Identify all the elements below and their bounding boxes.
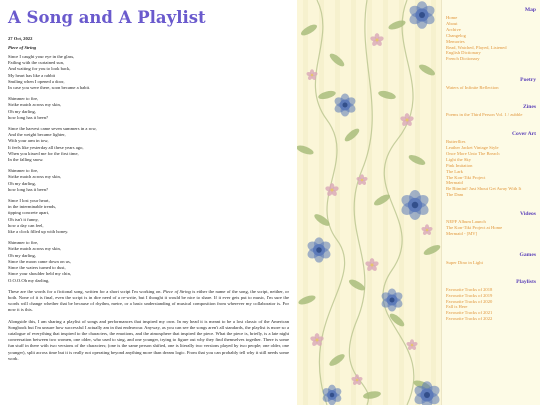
blossom-center (376, 39, 379, 42)
sidebar-section-cover-art (446, 130, 536, 198)
sidebar-link-list (446, 85, 536, 91)
poem-stanza (8, 240, 289, 283)
poem-line: tipping concrete apart, (8, 210, 50, 216)
poem-line: Oh my darling, (8, 108, 36, 114)
floral-pattern (297, 0, 441, 405)
sidebar-link[interactable]: The Kon-Tiki Project (446, 174, 486, 180)
sidebar-link[interactable]: Changelog (446, 32, 466, 38)
poem-line: Strike match across my skin, (8, 174, 61, 180)
poem-line: Since the harvest came seven summers in a row, (8, 126, 97, 132)
blossom-center (356, 379, 359, 382)
sidebar-link[interactable]: English Dictionary (446, 50, 481, 56)
sidebar-link[interactable]: Favourite Tracks of 2019 (446, 292, 493, 298)
poem-line: In case you were there, soon became a habit. (8, 85, 91, 91)
sidebar-link[interactable]: Leather Jacket Vintage Style (446, 144, 499, 150)
sidebar-link[interactable]: The Kon-Tiki Project at Home (446, 225, 503, 231)
wallpaper-stripe (303, 0, 308, 405)
poem-line: Since the waters turned to dust, (8, 265, 66, 271)
wallpaper-stripe (431, 0, 436, 405)
sidebar-section-playlists (446, 278, 536, 322)
paragraph-text: These are the words for a fictional song, written for a short script I'm working on. (8, 288, 164, 294)
sidebar-section-title: Cover Art (512, 131, 536, 138)
sidebar-link[interactable]: NEFF Album Launch (446, 219, 486, 225)
rose-core (343, 103, 348, 108)
sidebar-link[interactable]: About (446, 20, 458, 26)
poem-line: Smiling when I opened a door, (8, 78, 65, 84)
poem-stanza (8, 54, 289, 91)
sidebar-link[interactable]: Favourite Tracks of 2020 (446, 298, 493, 304)
poem-line: Since your shoulder held my chin, (8, 271, 72, 277)
sidebar-link[interactable]: Favourite Tracks of 2022 (446, 316, 493, 322)
sidebar-link-list (446, 287, 536, 322)
blossom-center (361, 179, 364, 182)
sidebar-link[interactable]: Read, Watched, Played, Listened (446, 44, 507, 50)
sidebar-link[interactable]: Memories (446, 38, 465, 44)
poem-line: Shimmer to fire, (8, 96, 39, 102)
sidebar (441, 0, 540, 405)
sidebar-link[interactable]: Waters of Infinite Reflection (446, 85, 499, 91)
sidebar-link[interactable]: Favourite Tracks of 2021 (446, 310, 493, 316)
sidebar-link[interactable]: Archive (446, 26, 461, 32)
blossom-center (411, 344, 414, 347)
sidebar-link-list (446, 15, 536, 62)
blossom-center (316, 339, 319, 342)
sidebar-link[interactable]: Home (446, 15, 458, 20)
song-title-reference: Piece of String (163, 288, 191, 294)
blog-title[interactable]: A Song and A Playlist (8, 8, 206, 27)
poem-line: how long has it been? (8, 114, 49, 120)
sidebar-section-title: Zines (522, 104, 536, 111)
floral-wallpaper (297, 0, 441, 405)
poem-line: Failing with the curtained sun, (8, 60, 65, 66)
sidebar-section-games (446, 251, 536, 266)
rose-core (419, 12, 425, 18)
blossom-center (371, 264, 374, 267)
sidebar-link[interactable]: French Dictionary (446, 56, 480, 62)
poem-line: O.O.O.Oh my darling, (8, 277, 50, 283)
rose-core (330, 393, 335, 398)
poem-line: Strike match across my skin, (8, 246, 61, 252)
post-paragraph (8, 289, 289, 314)
sidebar-link[interactable]: The Dam (446, 192, 464, 198)
sidebar-section-zines (446, 103, 536, 118)
sidebar-link[interactable]: Fall is Here (446, 304, 468, 310)
poem-line: And waiting for you to look back, (8, 66, 71, 72)
sidebar-section-title: Videos (520, 211, 536, 218)
poem-line: Oh my darling, (8, 180, 36, 186)
sidebar-link[interactable]: The Lark (446, 168, 463, 174)
poem-line: Shimmer to fire, (8, 168, 39, 174)
sidebar-section-poetry (446, 76, 536, 91)
sidebar-link[interactable]: Mermaid (446, 180, 463, 186)
sidebar-section-videos (446, 210, 536, 237)
poem-line: In the falling snow. (8, 157, 44, 163)
sidebar-section-map (446, 6, 536, 62)
sidebar-link-list (446, 260, 536, 266)
poem-line: And the weight became lighter, (8, 132, 66, 138)
rose-core (316, 247, 322, 253)
poem-line: in the interminable trends, (8, 204, 57, 210)
rose-core (424, 392, 430, 398)
poem-line: how a day can feel, (8, 222, 44, 228)
poem-line: Shimmer to fire, (8, 240, 39, 246)
poem-line: My heart has like a rabbit (8, 72, 56, 78)
post-title: Piece of String (8, 45, 37, 50)
sidebar-link-list (446, 112, 536, 118)
poem-stanza (8, 168, 289, 193)
blossom-center (331, 189, 334, 192)
poem-line: It feels like yesterday all these years ago, (8, 144, 84, 150)
poem-line: Since I caught your eye in the glass, (8, 54, 75, 59)
poem-stanza (8, 96, 289, 121)
poem-line: Strike match across my skin, (8, 102, 61, 108)
poem-line: Oh my darling, (8, 252, 36, 258)
poem-line: how long has it been? (8, 186, 49, 192)
blossom-center (426, 229, 429, 232)
sidebar-link[interactable]: Once More Unto The Breach (446, 150, 500, 156)
sidebar-link[interactable]: Super Dino in Light (446, 259, 483, 265)
sidebar-link-list (446, 139, 536, 198)
sidebar-section-title: Poetry (520, 77, 536, 84)
blossom-center (311, 74, 314, 77)
post-date: 27 Oct, 2022 (8, 36, 33, 41)
sidebar-section-title: Games (519, 251, 536, 258)
poem-line: When you kissed me for the first time, (8, 150, 79, 156)
rose-core (412, 202, 419, 209)
blossom-center (406, 119, 409, 122)
sidebar-link[interactable]: Mermaid - [MV] (446, 230, 478, 236)
sidebar-link[interactable]: Favourite Tracks of 2018 (446, 286, 493, 292)
poem-stanza (8, 198, 289, 235)
wallpaper-stripe (351, 0, 356, 405)
sidebar-section-title: Playlists (516, 278, 536, 285)
poem-line: Since I lost your heart, (8, 198, 50, 204)
sidebar-link[interactable]: Pink Imitation (446, 162, 473, 168)
poem-stanza (8, 126, 289, 163)
paragraph-text: is either the name of the song, the script, neither, or both. None of it is final, even the script is in dire need of a re-write, but I thought it would be nice to share. If it ever gets put to music, I'm sure the words will change whether that be because of rhythm, metre, or a basic understanding of musical composition from wherever my collaborator is. For now it is this. (8, 288, 289, 313)
post-paragraph: Alongside this, I am sharing a playlist of songs and performances that inspired my own. In my head it is meant to be a lost classic of the American Songbook but I'm unsure how successful I actually am in that endeavour. Anyway, as you can see the songs aren't all standards, the playlist is more so a catalogue of everything that inspired to the characters, the emotions, and the atmosphere that inspired the piece. What the piece is, briefly, is a late night conversation between two women, one older, who used to sing, and one younger, trying to figure out why they find themselves together. There is some fun stuff in there with two versions of the characters; (one is the same person shifted, one is literally two versions played by two people; one older, one younger), split across time but it is really not operating beyond anything more than dream logic. From that you can probably tell why it still needs some work. (8, 318, 289, 361)
poem-line: like a clock filled up with honey. (8, 229, 69, 235)
poem-line: With your arm in tow, (8, 138, 49, 144)
sidebar-link[interactable]: Poems in the Third Person Vol. 1 / zubble (446, 112, 523, 118)
sidebar-link[interactable]: Light the Sky (446, 156, 472, 162)
sidebar-link[interactable]: Butterflies (446, 139, 466, 145)
poem (8, 54, 289, 284)
poem-line: Since the moon came down on us, (8, 258, 71, 264)
sidebar-link-list (446, 219, 536, 237)
sidebar-link[interactable]: Be Bitmint! Just Shout Get Away With It (446, 186, 522, 192)
rose-core (390, 298, 395, 303)
poem-line: Oh isn't it funny, (8, 216, 39, 222)
sidebar-section-title: Map (524, 7, 536, 13)
